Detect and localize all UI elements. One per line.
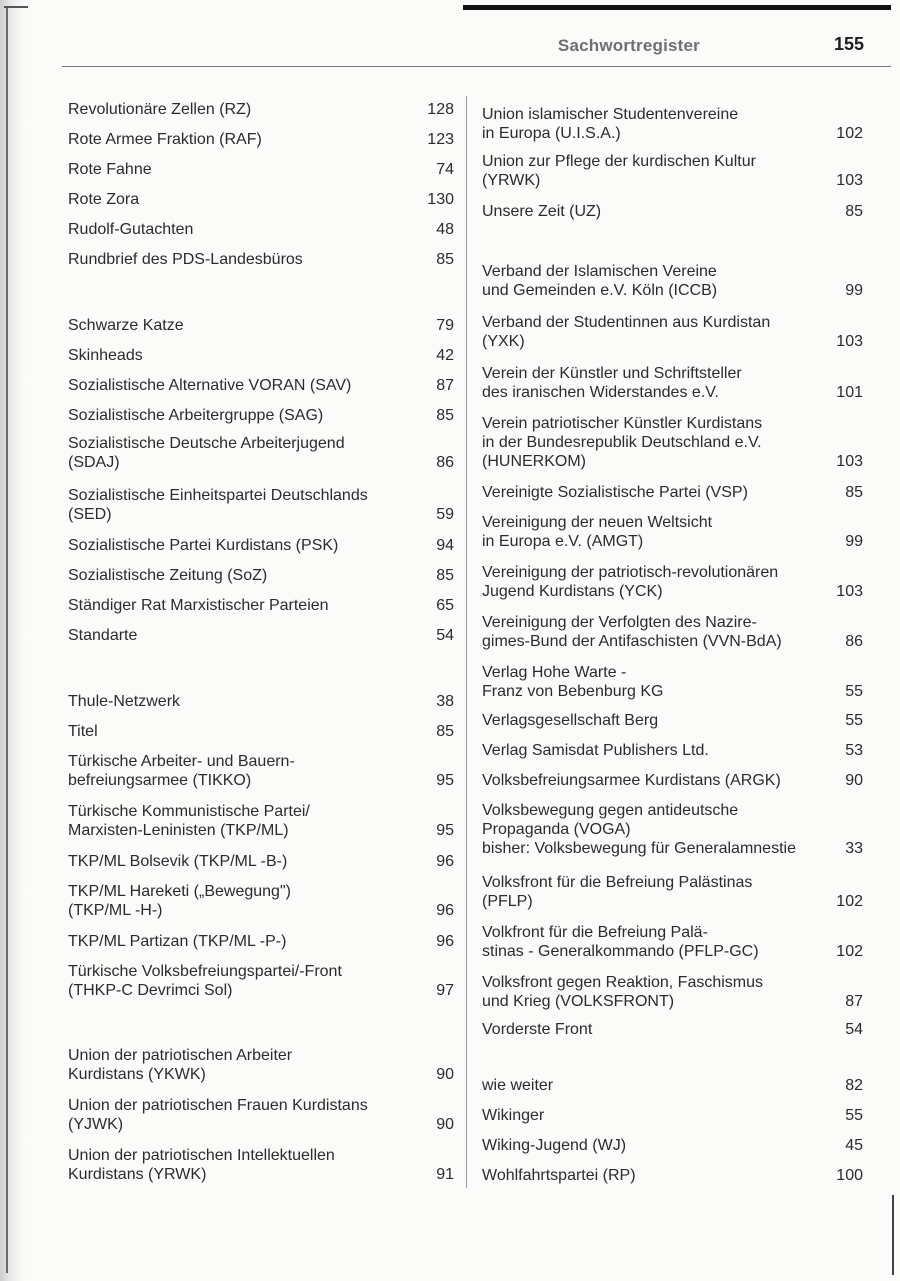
- index-entry-term: Verlag Samisdat Publishers Ltd.: [482, 742, 709, 759]
- index-entry: [68, 802, 454, 840]
- index-entry-page: 96: [436, 853, 454, 870]
- index-entry: [482, 1136, 863, 1155]
- index-entry-page: 42: [436, 347, 454, 364]
- index-entry-page: 33: [845, 840, 863, 857]
- running-title: Sachwortregister: [557, 36, 700, 55]
- index-entry-page: 55: [845, 712, 863, 729]
- index-entry: [68, 752, 454, 790]
- index-entry-term: Verein der Künstler und Schriftsteller des iranischen Widerstandes e.V.: [482, 365, 742, 401]
- index-entry-term: Schwarze Katze: [68, 317, 184, 334]
- index-entry: [482, 364, 863, 402]
- index-entry: [68, 346, 454, 365]
- index-entry: [482, 771, 863, 790]
- index-entry: [68, 100, 454, 119]
- index-entry-page: 102: [836, 125, 863, 142]
- column-divider: [466, 96, 467, 1188]
- index-entry: [68, 1146, 454, 1184]
- header-rule: [62, 66, 891, 67]
- index-entry: [482, 313, 863, 351]
- index-entry: [482, 873, 863, 911]
- index-entry: [68, 130, 454, 149]
- index-entry-page: 55: [845, 683, 863, 700]
- index-entry-term: Volksfront gegen Reaktion, Faschismus und Krieg (VOLKSFRONT): [482, 974, 764, 1010]
- index-entry: [482, 741, 863, 760]
- index-entry: [68, 1096, 454, 1134]
- index-entry-term: Skinheads: [68, 347, 143, 364]
- index-entry: [482, 663, 863, 701]
- index-entry-term: Unsere Zeit (UZ): [482, 203, 602, 220]
- index-entry: [482, 262, 863, 300]
- index-entry: [482, 973, 863, 1011]
- index-entry-term: TKP/ML Bolsevik (TKP/ML -B-): [68, 853, 288, 870]
- index-entry: [68, 962, 454, 1000]
- index-entry: [68, 220, 454, 239]
- index-entry: [68, 406, 454, 425]
- index-entry-page: 123: [427, 131, 454, 148]
- index-entry-term: Verlag Hohe Warte - Franz von Bebenburg KG: [482, 664, 664, 700]
- index-entry-page: 54: [436, 627, 454, 644]
- index-entry-term: Sozialistische Deutsche Arbeiterjugend (SDAJ): [68, 435, 345, 471]
- index-entry-page: 48: [436, 221, 454, 238]
- index-entry-term: Revolutionäre Zellen (RZ): [68, 101, 252, 118]
- index-entry: [68, 536, 454, 555]
- page-number: 155: [833, 34, 864, 54]
- index-entry-term: Vereinigung der neuen Weltsicht in Europa e.V. (AMGT): [482, 514, 713, 550]
- index-entry: [68, 932, 454, 951]
- index-entry-term: wie weiter: [482, 1077, 554, 1094]
- index-entry: [482, 1020, 863, 1039]
- index-entry-page: 99: [845, 282, 863, 299]
- index-entry-page: 103: [836, 333, 863, 350]
- index-entry-page: 65: [436, 597, 454, 614]
- index-entry: [68, 852, 454, 871]
- index-entry-page: 54: [845, 1021, 863, 1038]
- index-entry-page: 38: [436, 693, 454, 710]
- index-entry: [68, 250, 454, 269]
- index-entry-page: 94: [436, 537, 454, 554]
- index-entry: [68, 434, 454, 472]
- index-entry: [68, 596, 454, 615]
- index-entry-page: 100: [836, 1167, 863, 1184]
- index-entry-term: Rote Fahne: [68, 161, 152, 178]
- index-entry: [482, 152, 863, 190]
- index-entry: [482, 1106, 863, 1125]
- index-entry-page: 85: [436, 251, 454, 268]
- book-spine-shadow: [0, 0, 26, 1281]
- index-entry-term: Union der patriotischen Frauen Kurdistans (YJWK): [68, 1097, 368, 1133]
- index-entry-page: 85: [845, 484, 863, 501]
- index-entry: [68, 722, 454, 741]
- index-entry-term: Wikinger: [482, 1107, 545, 1124]
- index-entry-term: Sozialistische Zeitung (SoZ): [68, 567, 268, 584]
- index-entry-page: 85: [845, 203, 863, 220]
- index-entry-page: 90: [436, 1116, 454, 1133]
- index-entry-page: 101: [836, 384, 863, 401]
- index-entry-term: Vereinigte Sozialistische Partei (VSP): [482, 484, 748, 501]
- index-entry: [68, 566, 454, 585]
- corner-mark: [4, 6, 28, 8]
- index-entry: [68, 376, 454, 395]
- index-entry: [68, 486, 454, 524]
- index-entry-page: 86: [845, 633, 863, 650]
- index-entry-page: 128: [427, 101, 454, 118]
- index-entry-term: Vereinigung der Verfolgten des Nazire- gimes-Bund der Antifaschisten (VVN-BdA): [482, 614, 782, 650]
- index-entry-term: Türkische Kommunistische Partei/ Marxisten-Leninisten (TKP/ML): [68, 803, 310, 839]
- index-entry-page: 95: [436, 822, 454, 839]
- index-entry: [482, 801, 863, 858]
- index-entry-term: Vorderste Front: [482, 1021, 593, 1038]
- index-entry-term: Thule-Netzwerk: [68, 693, 181, 710]
- index-entry-page: 90: [845, 772, 863, 789]
- index-entry-page: 96: [436, 902, 454, 919]
- index-entry-term: Türkische Volksbefreiungspartei/-Front (THKP-C Devrimci Sol): [68, 963, 342, 999]
- index-entry-term: Standarte: [68, 627, 138, 644]
- index-entry-page: 102: [836, 893, 863, 910]
- index-entry-page: 82: [845, 1077, 863, 1094]
- index-entry: [482, 1166, 863, 1185]
- index-entry: [68, 692, 454, 711]
- spine-edge-line: [6, 8, 8, 1273]
- index-entry-term: Verlagsgesellschaft Berg: [482, 712, 659, 729]
- index-entry-term: Union islamischer Studentenvereine in Europa (U.I.S.A.): [482, 106, 739, 142]
- index-entry: [482, 563, 863, 601]
- index-entry-page: 87: [436, 377, 454, 394]
- index-entry-page: 55: [845, 1107, 863, 1124]
- index-entry-term: Türkische Arbeiter- und Bauern- befreiungsarmee (TIKKO): [68, 753, 295, 789]
- index-entry-term: Sozialistische Arbeitergruppe (SAG): [68, 407, 324, 424]
- index-entry: [68, 1046, 454, 1084]
- index-entry: [68, 316, 454, 335]
- index-entry-page: 130: [427, 191, 454, 208]
- index-entry: [68, 882, 454, 920]
- index-entry-term: Rote Armee Fraktion (RAF): [68, 131, 262, 148]
- index-entry-term: Volksbefreiungsarmee Kurdistans (ARGK): [482, 772, 781, 789]
- page-edge-line: [892, 1195, 894, 1275]
- index-entry-term: TKP/ML Partizan (TKP/ML -P-): [68, 933, 287, 950]
- index-entry-page: 97: [436, 982, 454, 999]
- index-entry-page: 96: [436, 933, 454, 950]
- index-entry-page: 99: [845, 533, 863, 550]
- index-entry-page: 103: [836, 453, 863, 470]
- index-entry-term: Rudolf-Gutachten: [68, 221, 194, 238]
- index-entry-page: 85: [436, 723, 454, 740]
- index-entry-term: Ständiger Rat Marxistischer Parteien: [68, 597, 329, 614]
- index-entry-page: 85: [436, 567, 454, 584]
- index-entry-page: 59: [436, 506, 454, 523]
- index-entry-term: Union der patriotischen Intellektuellen Kurdistans (YRWK): [68, 1147, 335, 1183]
- index-entry-page: 86: [436, 454, 454, 471]
- index-entry-term: Titel: [68, 723, 98, 740]
- index-entry: [68, 190, 454, 209]
- index-entry-page: 79: [436, 317, 454, 334]
- top-rule: [463, 5, 891, 10]
- index-entry: [482, 513, 863, 551]
- index-entry-term: Union zur Pflege der kurdischen Kultur (YRWK): [482, 153, 756, 189]
- index-entry-page: 74: [436, 161, 454, 178]
- index-entry-page: 87: [845, 993, 863, 1010]
- index-entry-term: Sozialistische Alternative VORAN (SAV): [68, 377, 352, 394]
- index-entry-term: TKP/ML Hareketi („Bewegung") (TKP/ML -H-): [68, 883, 291, 919]
- index-entry: [482, 923, 863, 961]
- index-entry: [68, 626, 454, 645]
- index-entry: [482, 613, 863, 651]
- index-entry: [68, 160, 454, 179]
- index-entry: [482, 711, 863, 730]
- index-entry-page: 103: [836, 172, 863, 189]
- index-entry-term: Union der patriotischen Arbeiter Kurdistans (YKWK): [68, 1047, 293, 1083]
- index-entry-term: Wohlfahrtspartei (RP): [482, 1167, 636, 1184]
- index-entry-page: 102: [836, 943, 863, 960]
- index-entry-term: Volksbewegung gegen antideutsche Propaganda (VOGA) bisher: Volksbewegung für Generalamnestie: [482, 802, 796, 857]
- index-entry-term: Rote Zora: [68, 191, 140, 208]
- index-entry-term: Verband der Studentinnen aus Kurdistan (YXK): [482, 314, 771, 350]
- index-entry: [482, 105, 863, 143]
- index-entry-term: Sozialistische Partei Kurdistans (PSK): [68, 537, 339, 554]
- index-entry: [482, 414, 863, 471]
- index-entry: [482, 1076, 863, 1095]
- index-entry-page: 95: [436, 772, 454, 789]
- index-entry: [482, 202, 863, 221]
- index-entry-page: 91: [436, 1166, 454, 1183]
- index-entry-term: Verband der Islamischen Vereine und Gemeinden e.V. Köln (ICCB): [482, 263, 718, 299]
- index-entry-term: Volkfront für die Befreiung Palä- stinas - Generalkommando (PFLP-GC): [482, 924, 759, 960]
- index-entry-page: 85: [436, 407, 454, 424]
- index-entry-page: 53: [845, 742, 863, 759]
- index-entry-page: 45: [845, 1137, 863, 1154]
- index-entry-term: Vereinigung der patriotisch-revolutionären Jugend Kurdistans (YCK): [482, 564, 779, 600]
- index-entry-term: Rundbrief des PDS-Landesbüros: [68, 251, 303, 268]
- index-entry: [482, 483, 863, 502]
- index-entry-term: Volksfront für die Befreiung Palästinas (PFLP): [482, 874, 753, 910]
- index-entry-term: Sozialistische Einheitspartei Deutschlands (SED): [68, 487, 368, 523]
- index-entry-term: Wiking-Jugend (WJ): [482, 1137, 627, 1154]
- index-entry-term: Verein patriotischer Künstler Kurdistans in der Bundesrepublik Deutschland e.V. (HUNERKOM): [482, 415, 763, 470]
- index-entry-page: 103: [836, 583, 863, 600]
- index-entry-page: 90: [436, 1066, 454, 1083]
